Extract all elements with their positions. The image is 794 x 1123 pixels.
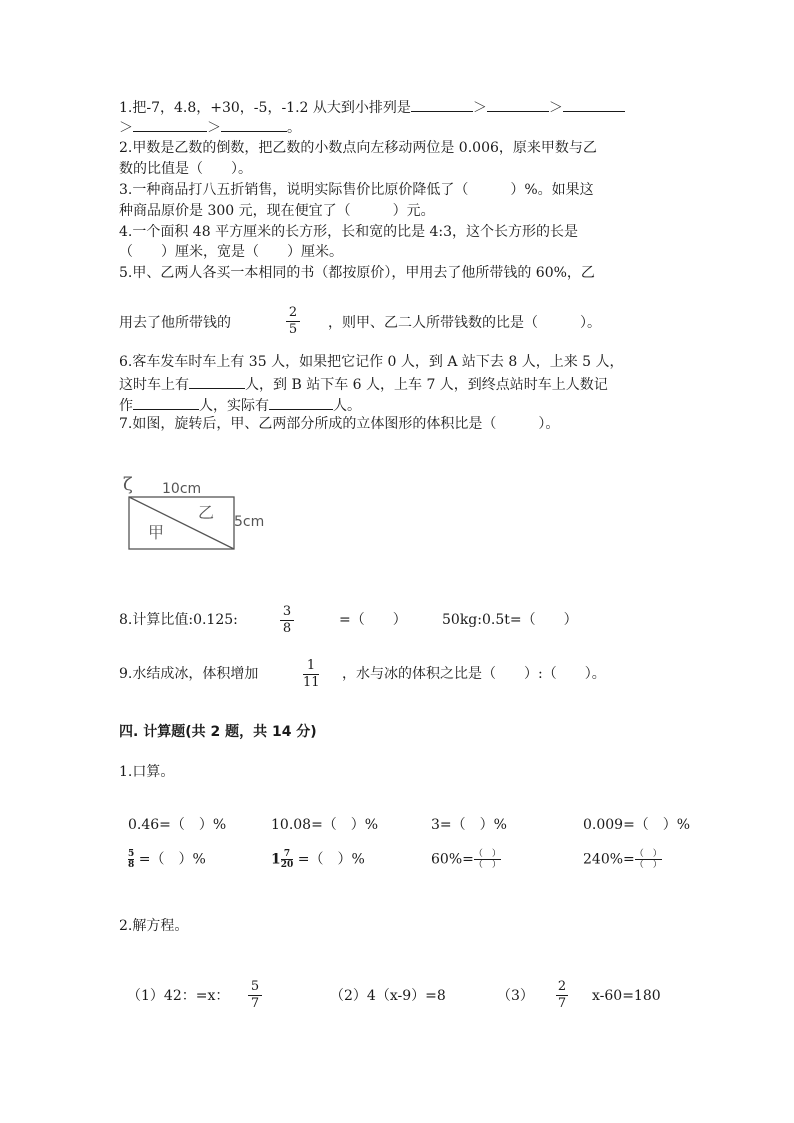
- length-label: 10cm: [162, 481, 202, 497]
- q5-line1: 5.甲、乙两人各买一本相同的书（都按原价），甲用去了他所带钱的 60%，乙: [119, 265, 595, 281]
- blank-denominator: （ ）: [634, 860, 662, 870]
- numerator: 7: [283, 849, 291, 859]
- denominator: 5: [288, 322, 298, 337]
- q6-line2: [119, 375, 608, 393]
- numerator: 2: [288, 305, 298, 320]
- q6-text-a: 这时车上有: [119, 377, 189, 393]
- q8-mid: =（ ）: [339, 612, 407, 628]
- numerator: 3: [282, 604, 292, 619]
- equation-1-prefix: （1）42：=x：: [127, 988, 230, 1004]
- blank-numerator: （ ）: [634, 849, 662, 859]
- q6-text-c: 作: [119, 398, 133, 414]
- denominator: 20: [280, 860, 294, 870]
- blank-denominator: （ ）: [473, 860, 501, 870]
- rectangle-diagram: [118, 470, 288, 555]
- mental-calc-8-head: 240%=: [583, 851, 635, 868]
- q5-fraction: [286, 306, 300, 337]
- period: 。: [287, 120, 301, 136]
- q1-text: 1.把-7，4.8，+30，-5，-1.2 从大到小排列是: [119, 100, 411, 116]
- gt-sign: ＞: [548, 100, 563, 116]
- q6-text-d: 人，实际有: [199, 398, 269, 414]
- q5-line2a: 用去了他所带钱的: [119, 315, 231, 331]
- gt-sign: ＞: [119, 120, 133, 136]
- blank-fraction: [474, 849, 501, 870]
- equation-3-fraction: [556, 980, 568, 1011]
- q4-line2: （ ）厘米，宽是（ ）厘米。: [119, 244, 343, 260]
- q6-line1: 6.客车发车时车上有 35 人，如果把它记作 0 人，到 A 站下去 8 人，上来 5 人，: [119, 354, 624, 370]
- numerator: 5: [128, 849, 135, 859]
- q6-blank-3[interactable]: [269, 396, 333, 410]
- width-label: 5cm: [234, 514, 265, 530]
- gt-sign: ＞: [207, 120, 221, 136]
- section-4-heading: 四. 计算题(共 2 题，共 14 分): [119, 724, 317, 740]
- mental-calc-4: 0.009=（ ）%: [583, 817, 691, 833]
- equation-3-suffix: x-60=180: [592, 988, 661, 1004]
- q6-text-b: 人，到 B 站下车 6 人，上车 7 人，到终点站时车上人数记: [245, 377, 608, 393]
- gt-sign: ＞: [472, 100, 487, 116]
- equation-3-prefix: （3）: [497, 988, 534, 1004]
- equation-2: （2）4（x-9）=8: [330, 988, 446, 1004]
- q2-line2: 数的比值是（ ）。: [119, 161, 252, 177]
- denominator: 8: [282, 621, 292, 636]
- q9-fraction: [303, 659, 319, 690]
- mental-calc-5: [128, 849, 206, 870]
- q6-line3: [119, 396, 361, 414]
- mental-calc-2: 10.08=（ ）%: [271, 817, 379, 833]
- equation-1-fraction: [248, 980, 262, 1011]
- q6-blank-1[interactable]: [189, 375, 245, 389]
- rotation-axis-mark: ζ: [123, 474, 133, 495]
- q8-fraction: [280, 605, 294, 636]
- calc2-title: 2.解方程。: [119, 918, 189, 934]
- q3-line1: 3.一种商品打八五折销售，说明实际售价比原价降低了（ ）%。如果这: [119, 182, 594, 198]
- q9-suffix: ，水与冰的体积之比是（ ）:（ ）。: [342, 666, 606, 682]
- denominator: 11: [303, 675, 320, 690]
- denominator: 7: [557, 996, 567, 1011]
- part-yi-label: 乙: [198, 503, 215, 522]
- q4-line1: 4.一个面积 48 平方厘米的长方形，长和宽的比是 4:3，这个长方形的长是: [119, 224, 579, 240]
- small-fraction: [281, 849, 294, 870]
- blank-numerator: （ ）: [473, 849, 501, 859]
- calc1-title: 1.口算。: [119, 764, 175, 780]
- denominator: 8: [128, 860, 135, 870]
- blank-fraction: [635, 849, 662, 870]
- mental-calc-6-tail: =（ ）%: [297, 851, 365, 868]
- whole-number: 1: [271, 851, 281, 868]
- q7-text: 7.如图，旋转后，甲、乙两部分所成的立体图形的体积比是（ ）。: [119, 416, 560, 432]
- numerator: 2: [557, 979, 567, 994]
- diagonal: [129, 497, 234, 549]
- numerator: 1: [306, 658, 316, 673]
- q2-line1: 2.甲数是乙数的倒数，把乙数的小数点向左移动两位是 0.006，原来甲数与乙: [119, 140, 597, 156]
- q1-line1: [119, 98, 625, 116]
- mental-calc-6: [271, 849, 365, 870]
- q1-blank-5[interactable]: [221, 118, 287, 132]
- numerator: 5: [250, 979, 260, 994]
- q8-second: 50kg:0.5t=（ ）: [442, 612, 578, 628]
- q1-blank-3[interactable]: [563, 98, 625, 112]
- mental-calc-7: [431, 849, 501, 870]
- q1-line2: [119, 118, 301, 136]
- q5-line2b: ，则甲、乙二人所带钱数的比是（ ）。: [328, 315, 601, 331]
- q6-blank-2[interactable]: [133, 396, 199, 410]
- mental-calc-8: [583, 849, 662, 870]
- mental-calc-5-tail: =（ ）%: [138, 851, 206, 868]
- q8-prefix: 8.计算比值:0.125:: [119, 612, 238, 628]
- part-jia-label: 甲: [148, 523, 165, 542]
- q6-text-e: 人。: [333, 398, 361, 414]
- denominator: 7: [250, 996, 260, 1011]
- rotation-figure: [118, 470, 288, 555]
- q9-prefix: 9.水结成冰，体积增加: [119, 666, 259, 682]
- q3-line2: 种商品原价是 300 元，现在便宜了（ ）元。: [119, 203, 435, 219]
- q1-blank-2[interactable]: [487, 98, 549, 112]
- q1-blank-1[interactable]: [411, 98, 473, 112]
- small-fraction: [128, 849, 134, 870]
- mental-calc-3: 3=（ ）%: [431, 817, 507, 833]
- mental-calc-1: 0.46=（ ）%: [128, 817, 227, 833]
- q1-blank-4[interactable]: [133, 118, 207, 132]
- mental-calc-7-head: 60%=: [431, 851, 474, 868]
